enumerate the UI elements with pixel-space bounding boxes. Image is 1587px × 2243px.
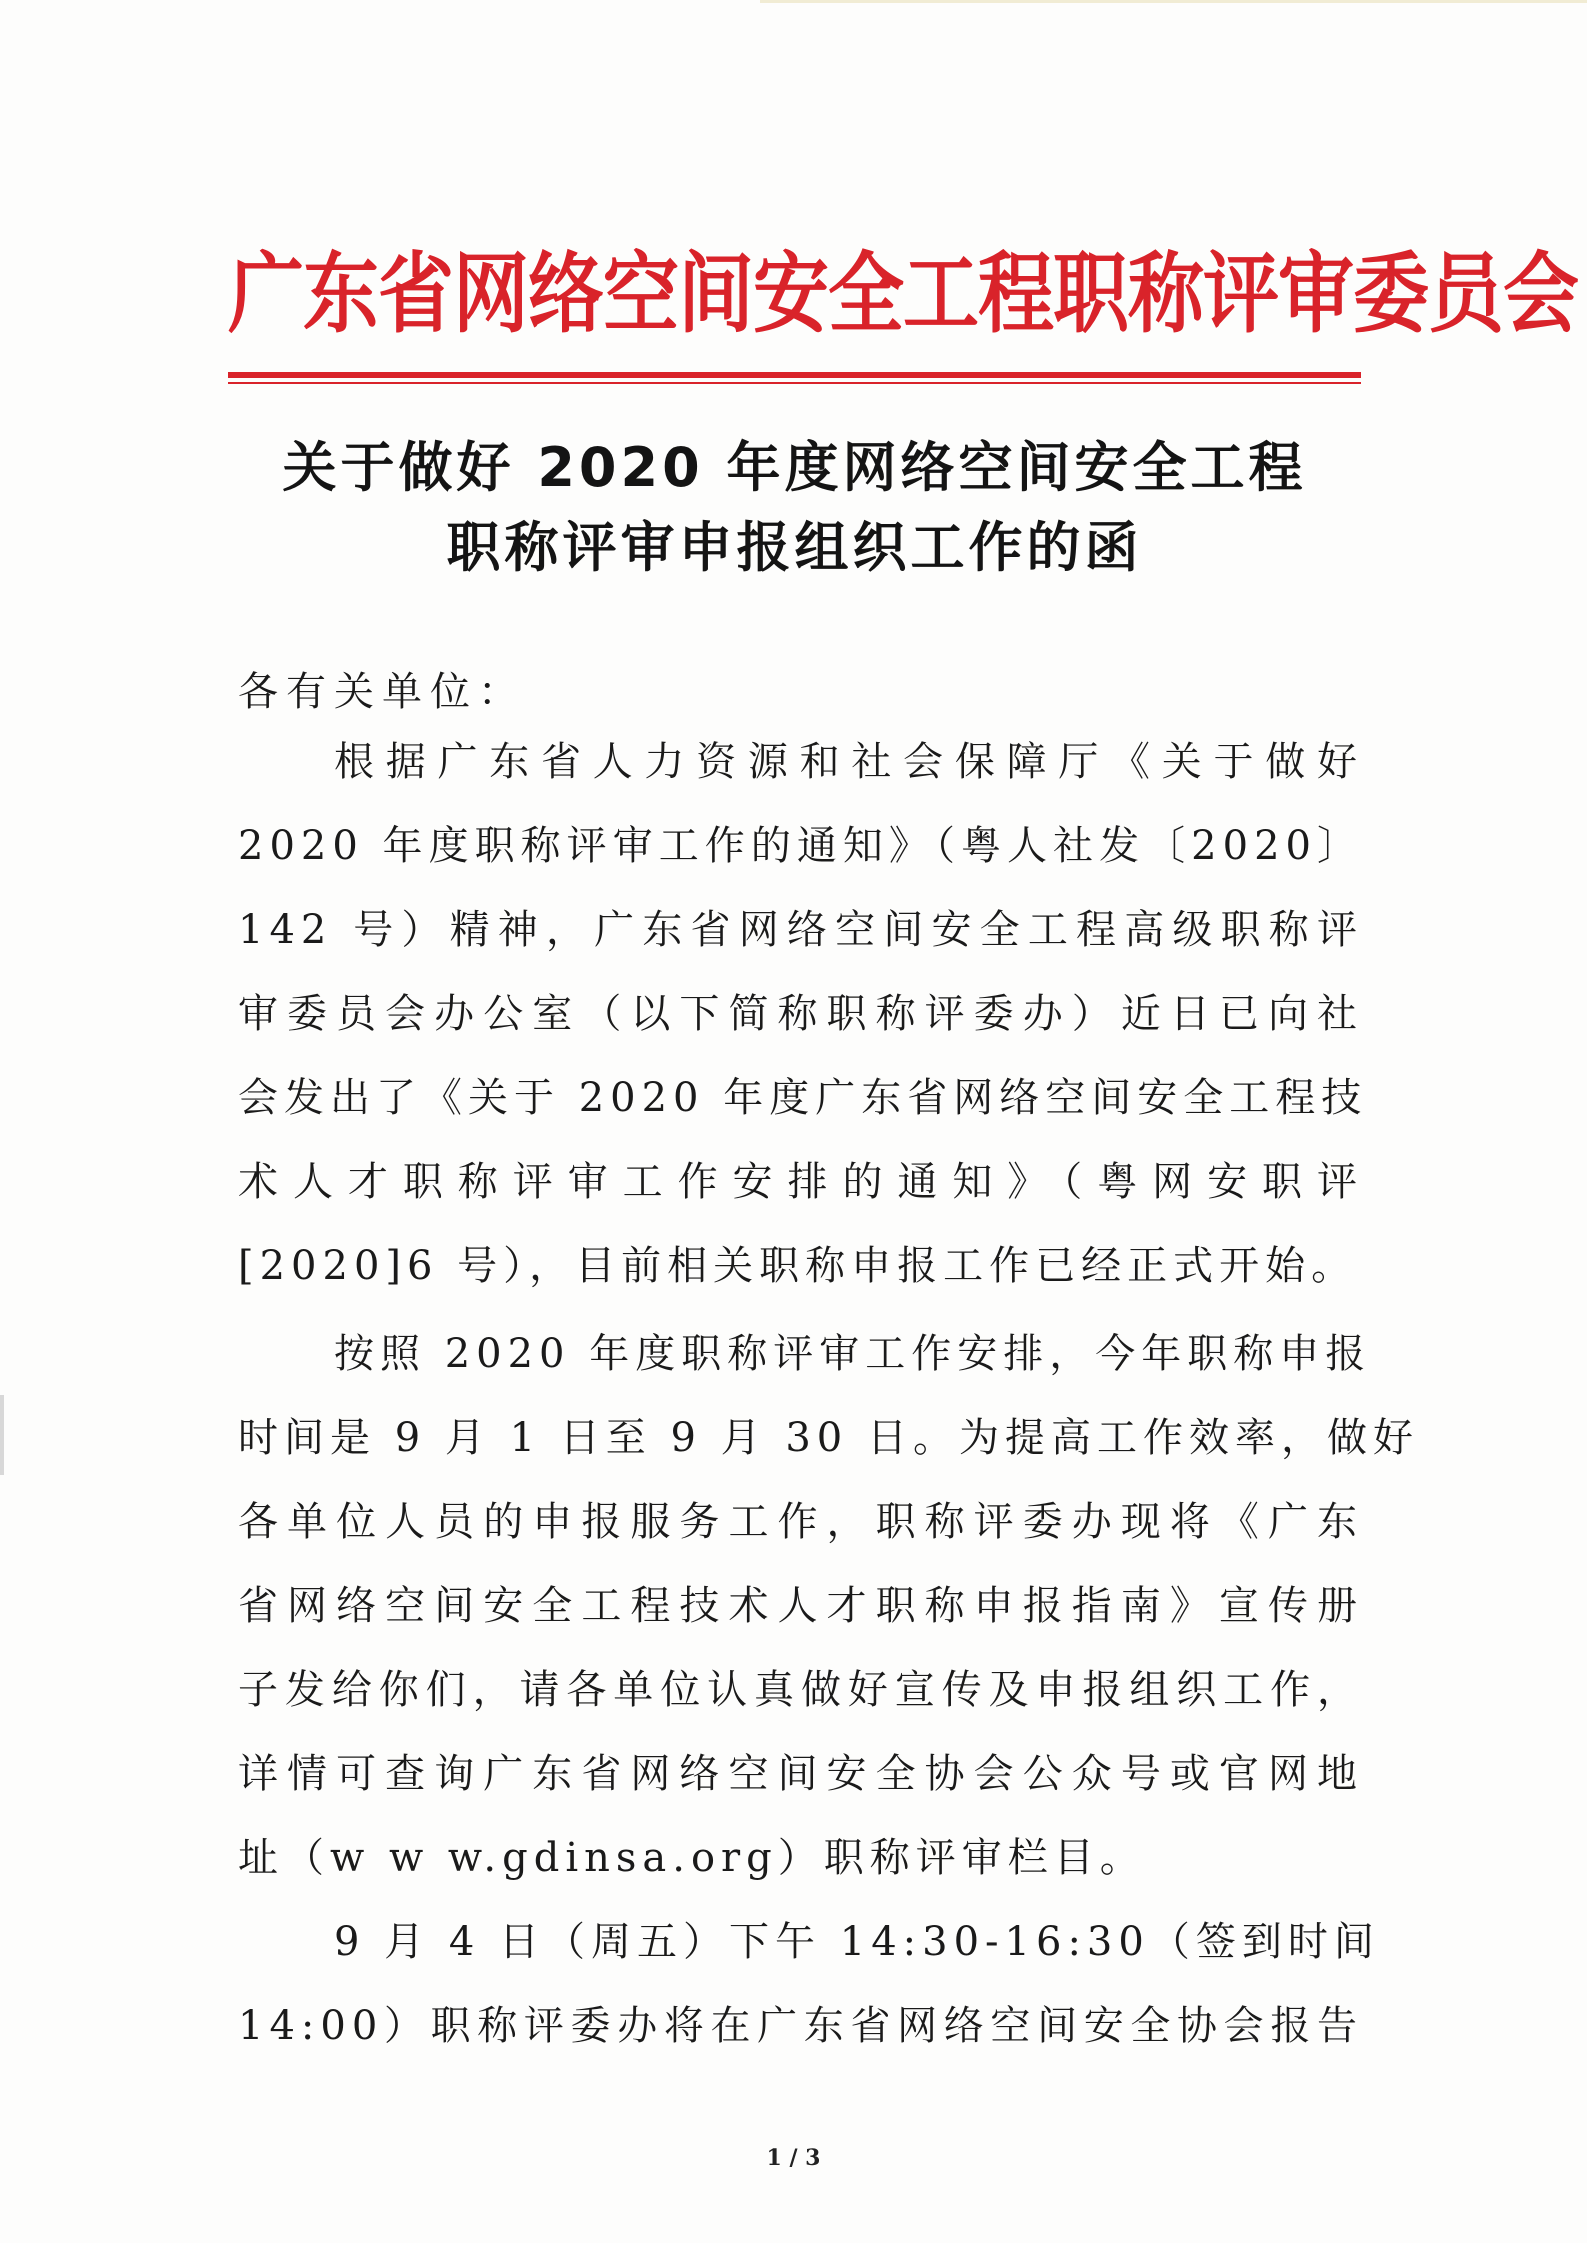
- paragraph-line: 址（w w w.gdinsa.org）职称评审栏目。: [238, 1835, 1146, 1881]
- body-paragraph-1: [238, 720, 1368, 1308]
- scan-edge-mark: [760, 0, 1587, 3]
- paragraph-line: 审委员会办公室（以下简称职称评委办）近日已向社: [238, 991, 1363, 1037]
- paragraph-line: 术人才职称评审工作安排的通知》（粤网安职评: [238, 1159, 1363, 1205]
- paragraph-line: 省网络空间安全工程技术人才职称申报指南》宣传册: [238, 1583, 1363, 1629]
- paragraph-line: 14:00）职称评委办将在广东省网络空间安全协会报告: [238, 2003, 1363, 2049]
- paragraph-line: 根据广东省人力资源和社会保障厅《关于做好: [334, 739, 1363, 785]
- body-paragraph-3: [238, 1900, 1380, 2068]
- paragraph-line: 详情可查询广东省网络空间安全协会公众号或官网地: [238, 1751, 1363, 1797]
- letterhead-rule-thick: [228, 372, 1361, 378]
- document-title-line-2: 职称评审申报组织工作的函: [446, 516, 1143, 579]
- paragraph-line: 按照 2020 年度职称评审工作安排，今年职称申报: [334, 1331, 1372, 1377]
- paragraph-line: 会发出了《关于 2020 年度广东省网络空间安全工程技: [238, 1075, 1368, 1121]
- document-title-line-1: 关于做好 2020 年度网络空间安全工程: [282, 436, 1307, 499]
- paragraph-line: 142 号）精神，广东省网络空间安全工程高级职称评: [238, 907, 1363, 953]
- body-paragraph-2: [238, 1312, 1419, 1900]
- scan-edge-mark: [0, 1395, 4, 1475]
- paragraph-line: 子发给你们，请各单位认真做好宣传及申报组织工作，: [238, 1667, 1363, 1713]
- letterhead-rule-thin: [228, 382, 1361, 384]
- salutation: 各有关单位：: [238, 669, 526, 715]
- letterhead-title: 广东省网络空间安全工程职称评审委员会: [228, 242, 1578, 345]
- paragraph-line: 9 月 4 日（周五）下午 14:30-16:30（签到时间: [334, 1919, 1380, 1965]
- page-number: 1 / 3: [766, 2145, 821, 2171]
- paragraph-line: 各单位人员的申报服务工作，职称评委办现将《广东: [238, 1499, 1363, 1545]
- paragraph-line: [2020]6 号），目前相关职称申报工作已经正式开始。: [238, 1243, 1358, 1289]
- paragraph-line: 2020 年度职称评审工作的通知》（粤人社发〔2020〕: [238, 823, 1363, 869]
- paragraph-line: 时间是 9 月 1 日至 9 月 30 日。为提高工作效率，做好: [238, 1415, 1419, 1461]
